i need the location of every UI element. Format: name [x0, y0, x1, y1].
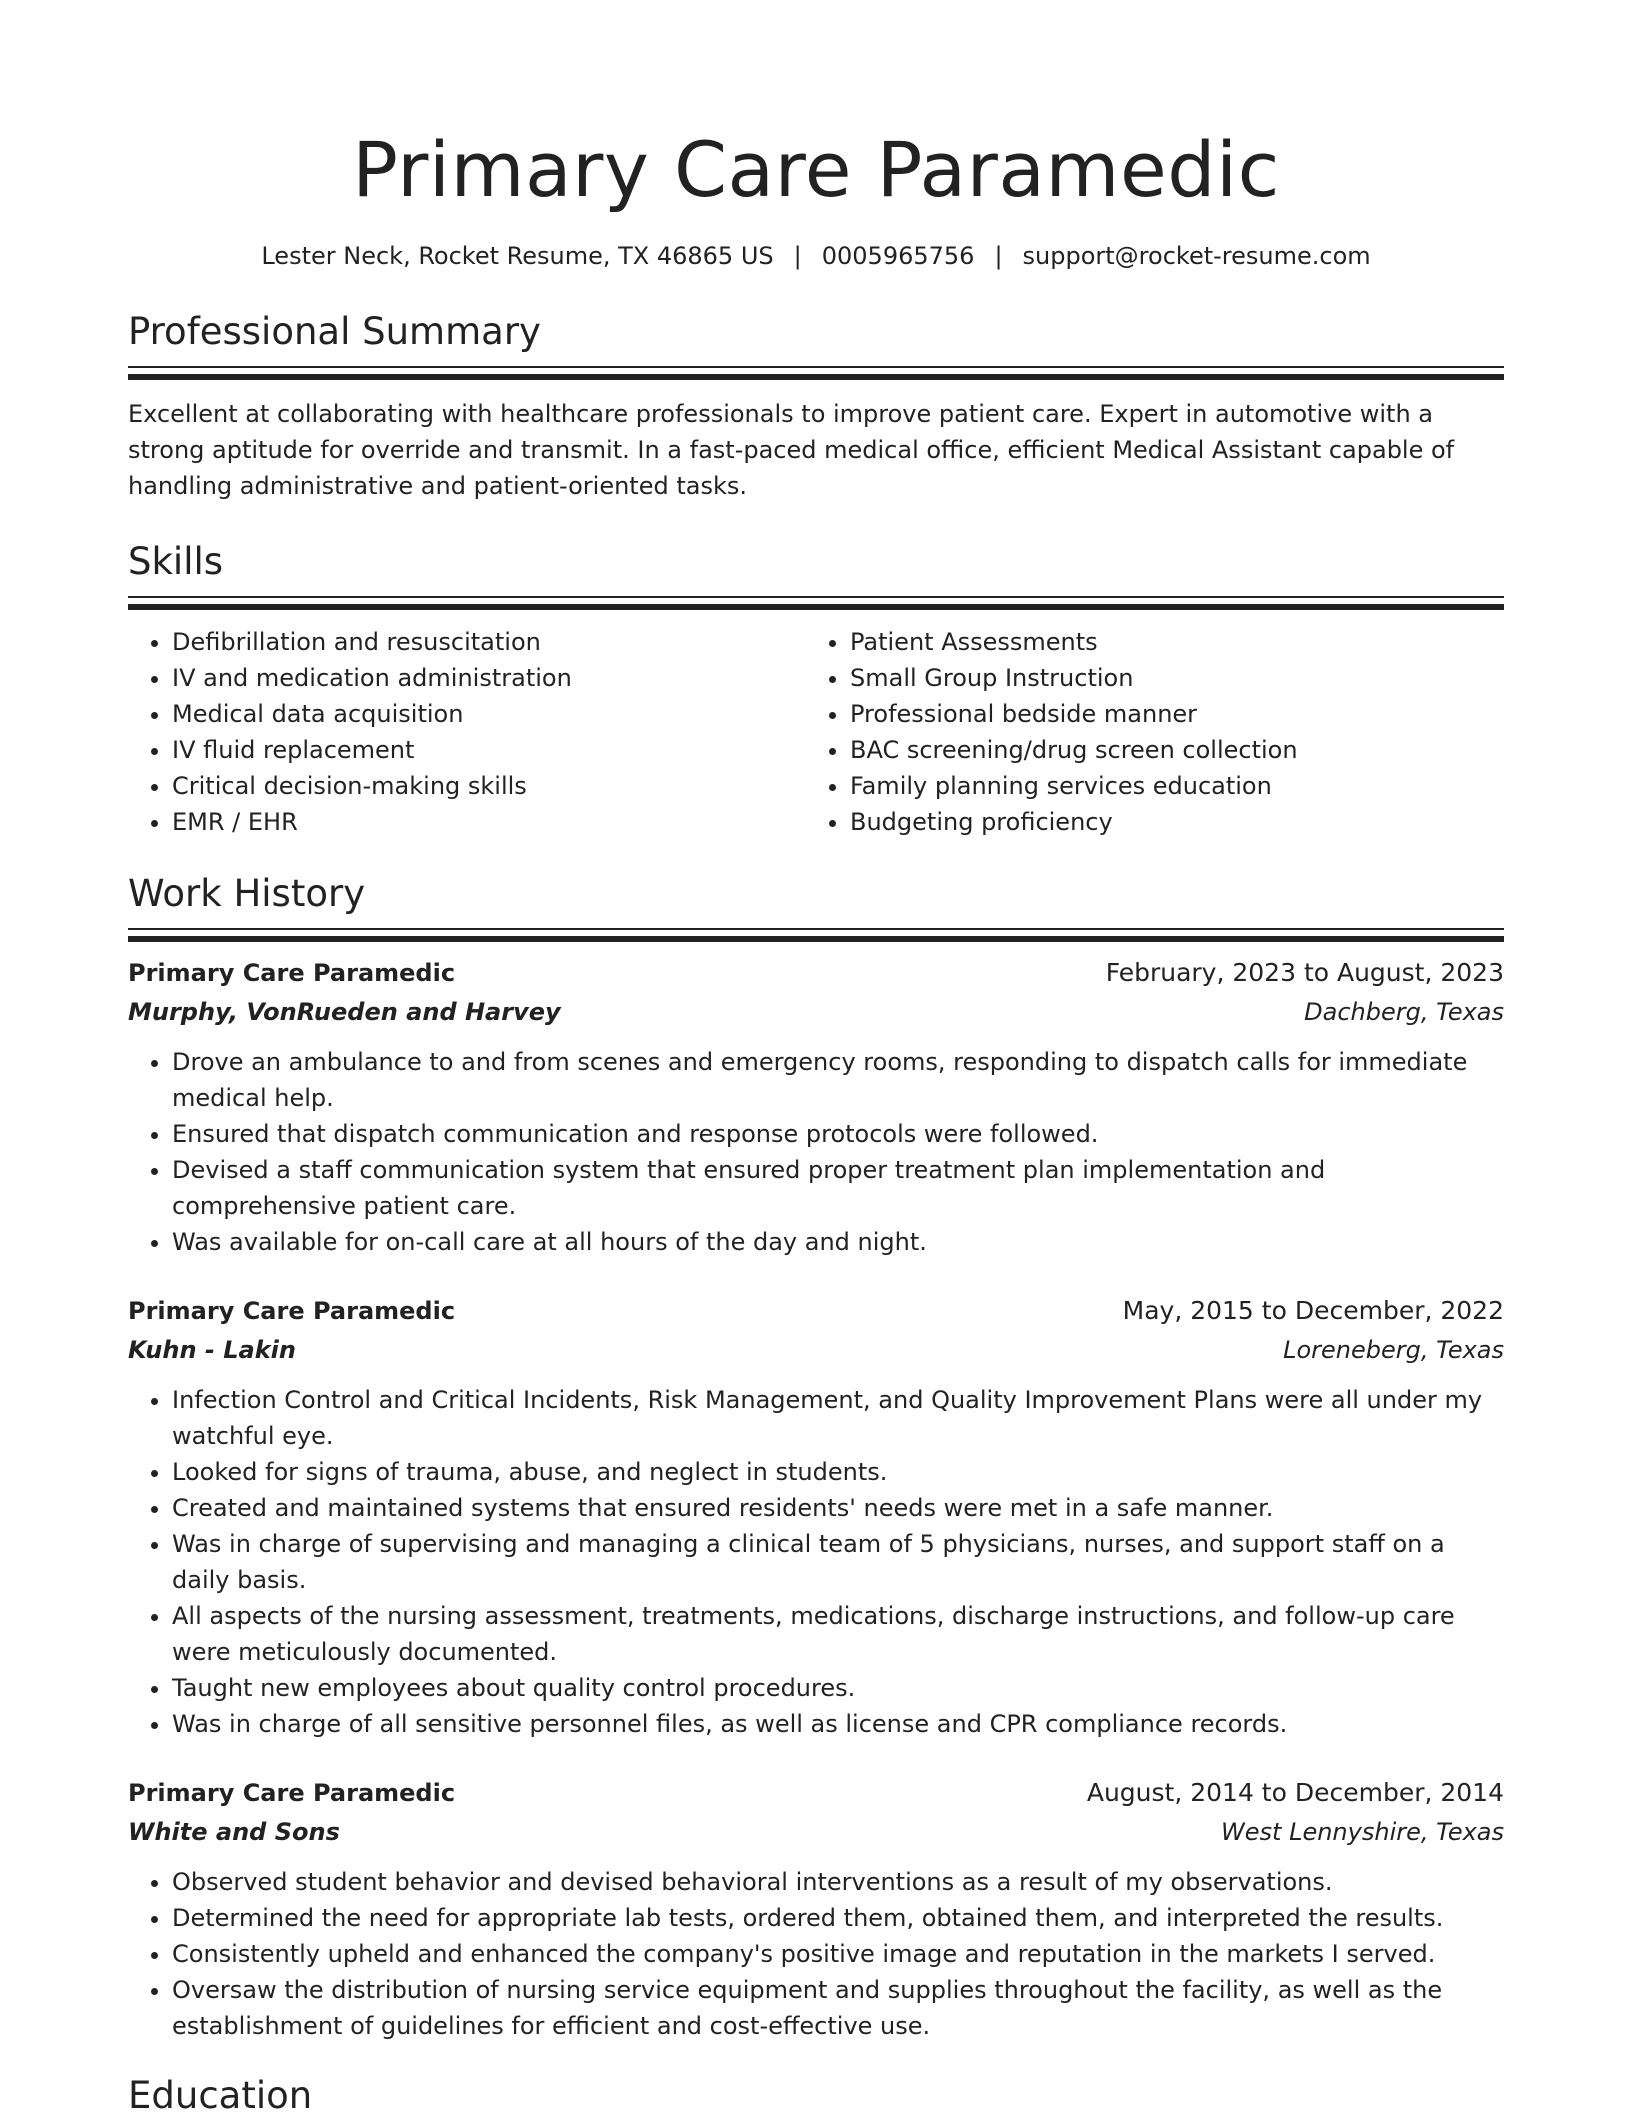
job-bullet: • Devised a staff communication system that ensured proper treatment plan implementation and comprehensive patient care.: [172, 1152, 1504, 1224]
job-dates: August, 2014 to December, 2014: [1086, 1778, 1504, 1807]
job-entry: [128, 1774, 1504, 2044]
contact-separator: |: [793, 242, 802, 270]
resume-page: [128, 0, 1504, 2120]
job-bullet: • Infection Control and Critical Incidents, Risk Management, and Quality Improvement Plans were all under my watchful eye.: [172, 1382, 1504, 1454]
job-bullet: • Drove an ambulance to and from scenes and emergency rooms, responding to dispatch calls for immediate medical help.: [172, 1044, 1504, 1116]
job-location: Loreneberg, Texas: [1283, 1336, 1504, 1364]
job-entry: [128, 1292, 1504, 1742]
skill-item: • EMR / EHR: [172, 804, 806, 840]
job-dates: February, 2023 to August, 2023: [1105, 958, 1504, 987]
work-history-heading: Work History: [128, 872, 366, 915]
skills-list-right: [806, 624, 1484, 840]
job-bullet-list: [128, 1382, 1504, 1742]
education-section: [128, 2072, 1504, 2120]
skill-item: • Medical data acquisition: [172, 696, 806, 732]
skills-heading: Skills: [128, 540, 224, 583]
job-bullet: • Taught new employees about quality control procedures.: [172, 1670, 1504, 1706]
skills-grid: [128, 624, 1504, 840]
job-bullet: • Observed student behavior and devised behavioral interventions as a result of my observations.: [172, 1864, 1504, 1900]
skill-item: • BAC screening/drug screen collection: [850, 732, 1484, 768]
section-rule-thin: [128, 596, 1504, 598]
summary-section: [128, 308, 1504, 504]
summary-text: Excellent at collaborating with healthcare professionals to improve patient care. Expert in automotive with a strong aptitude for override and transmit. In a fast-paced medical office, efficient Medical Assistant capable of handling administrative and patient-oriented tasks.: [128, 400, 1455, 500]
skill-item: • Professional bedside manner: [850, 696, 1484, 732]
job-dates: May, 2015 to December, 2022: [1122, 1296, 1504, 1325]
work-history-section: [128, 870, 1504, 2044]
summary-heading: Professional Summary: [128, 310, 541, 353]
job-location: Dachberg, Texas: [1304, 998, 1504, 1026]
job-company: White and Sons: [128, 1818, 340, 1846]
skill-item: • Critical decision-making skills: [172, 768, 806, 804]
contact-phone: 0005965756: [821, 242, 975, 270]
job-title: Primary Care Paramedic: [128, 1779, 456, 1807]
job-bullet: • Consistently upheld and enhanced the company's positive image and reputation in the markets I served.: [172, 1936, 1504, 1972]
section-rule-thick: [128, 936, 1504, 942]
skill-item: • Small Group Instruction: [850, 660, 1484, 696]
contact-line: [128, 238, 1504, 274]
job-bullet: • Was available for on-call care at all hours of the day and night.: [172, 1224, 1504, 1260]
job-title: Primary Care Paramedic: [128, 959, 456, 987]
section-rule-thick: [128, 374, 1504, 380]
section-rule-thin: [128, 366, 1504, 368]
job-bullet-list: [128, 1864, 1504, 2044]
contact-separator: |: [994, 242, 1003, 270]
skills-list-left: [128, 624, 806, 840]
skill-item: • Family planning services education: [850, 768, 1484, 804]
job-title: Primary Care Paramedic: [128, 1297, 456, 1325]
job-bullet: • Created and maintained systems that ensured residents' needs were met in a safe manner.: [172, 1490, 1504, 1526]
job-bullet: • Was in charge of all sensitive personnel files, as well as license and CPR compliance records.: [172, 1706, 1504, 1742]
contact-email[interactable]: support@rocket-resume.com: [1022, 242, 1371, 270]
education-heading: Education: [128, 2074, 313, 2117]
skill-item: • IV fluid replacement: [172, 732, 806, 768]
job-location: West Lennyshire, Texas: [1221, 1818, 1504, 1846]
job-bullet: • Oversaw the distribution of nursing service equipment and supplies throughout the facility, as well as the establishment of guidelines for efficient and cost-effective use.: [172, 1972, 1504, 2044]
job-bullet: • Determined the need for appropriate lab tests, ordered them, obtained them, and interpreted the results.: [172, 1900, 1504, 1936]
contact-address: Lester Neck, Rocket Resume, TX 46865 US: [261, 242, 774, 270]
skill-item: • Defibrillation and resuscitation: [172, 624, 806, 660]
job-bullet: • Was in charge of supervising and managing a clinical team of 5 physicians, nurses, and support staff on a daily basis.: [172, 1526, 1504, 1598]
resume-name-title: Primary Care Paramedic: [352, 125, 1280, 214]
job-bullet: • Looked for signs of trauma, abuse, and neglect in students.: [172, 1454, 1504, 1490]
job-company: Kuhn - Lakin: [128, 1336, 296, 1364]
job-company: Murphy, VonRueden and Harvey: [128, 998, 561, 1026]
section-rule-thin: [128, 928, 1504, 930]
job-bullet: • Ensured that dispatch communication and response protocols were followed.: [172, 1116, 1504, 1152]
skill-item: • Budgeting proficiency: [850, 804, 1484, 840]
job-entry: [128, 954, 1504, 1260]
skills-section: [128, 538, 1504, 840]
skill-item: • IV and medication administration: [172, 660, 806, 696]
skill-item: • Patient Assessments: [850, 624, 1484, 660]
section-rule-thick: [128, 604, 1504, 610]
job-bullet-list: [128, 1044, 1504, 1260]
job-bullet: • All aspects of the nursing assessment, treatments, medications, discharge instructions, and follow-up care were meticulously documented.: [172, 1598, 1504, 1670]
